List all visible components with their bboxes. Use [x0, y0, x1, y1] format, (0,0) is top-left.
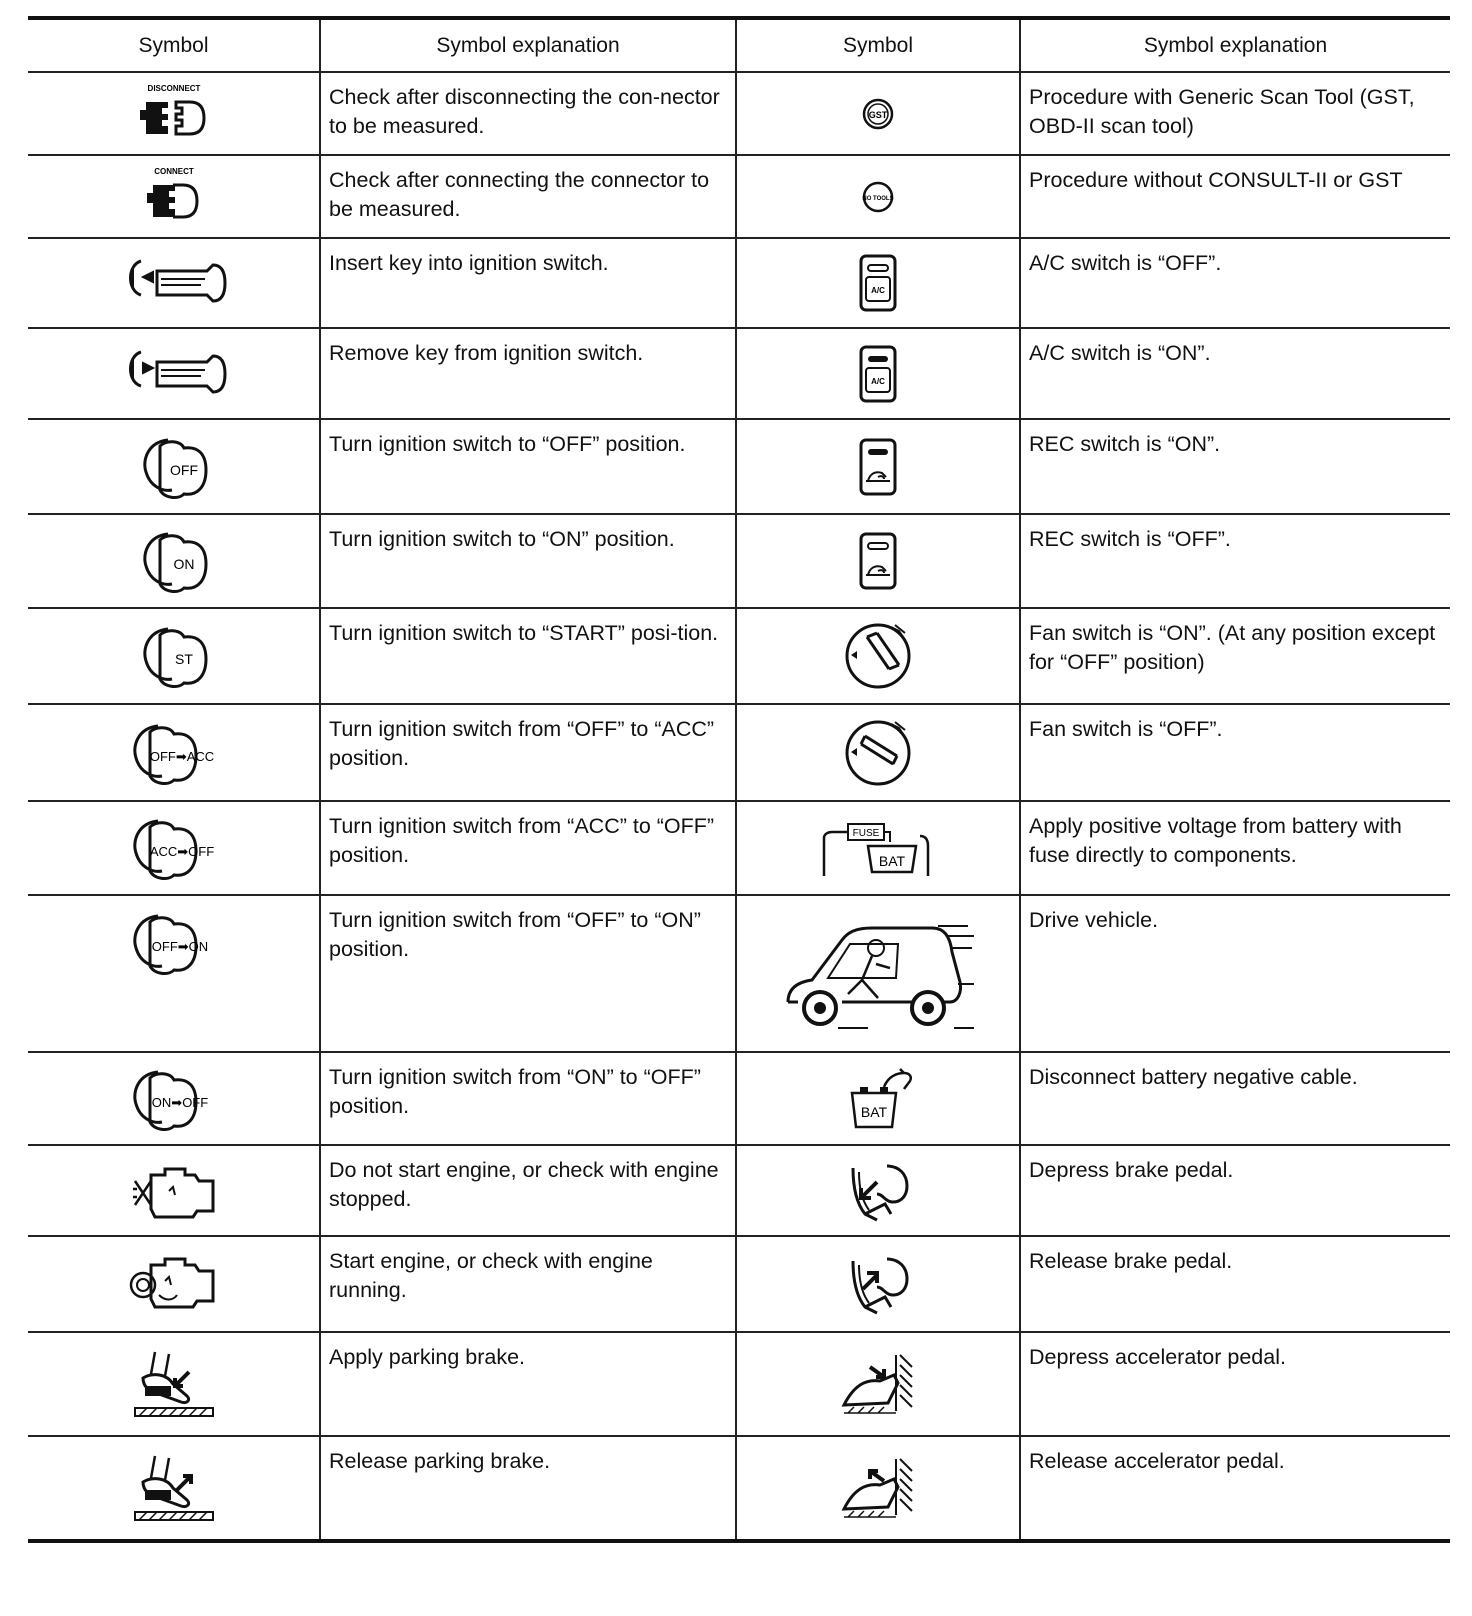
- table-row: [28, 1436, 1450, 1541]
- svg-text:A/C: A/C: [871, 376, 885, 386]
- header-symbol-left: Symbol: [28, 18, 320, 72]
- explanation-cell: Procedure with Generic Scan Tool (GST, OBD-II scan tool): [1020, 72, 1450, 155]
- explanation-cell: Do not start engine, or check with engine stopped.: [320, 1145, 736, 1236]
- symbol-cell: [28, 238, 320, 328]
- symbol-cell: [28, 419, 320, 514]
- ac-switch-off-icon: [858, 253, 898, 313]
- release-parking-brake-icon: [129, 1452, 219, 1524]
- release-brake-pedal-icon: [843, 1251, 913, 1317]
- explanation-cell: Disconnect battery negative cable.: [1020, 1052, 1450, 1145]
- svg-text:CONNECT: CONNECT: [153, 166, 194, 176]
- explanation-cell: Depress brake pedal.: [1020, 1145, 1450, 1236]
- drive-vehicle-icon: [778, 904, 978, 1044]
- svg-text:BAT: BAT: [860, 1103, 888, 1120]
- svg-text:ST: ST: [174, 651, 193, 667]
- svg-text:OFF: OFF: [169, 461, 198, 478]
- table-row: [28, 155, 1450, 238]
- svg-text:DISCONNECT: DISCONNECT: [147, 83, 200, 93]
- rec-switch-off-icon: [858, 531, 898, 591]
- explanation-cell: Depress accelerator pedal.: [1020, 1332, 1450, 1436]
- symbol-cell: [736, 1436, 1020, 1541]
- engine-stopped-icon: [129, 1161, 219, 1221]
- apply-parking-brake-icon: [129, 1348, 219, 1420]
- symbol-cell: [28, 895, 320, 1052]
- symbol-cell: [736, 895, 1020, 1052]
- explanation-cell: A/C switch is “OFF”.: [1020, 238, 1450, 328]
- explanation-cell: REC switch is “ON”.: [1020, 419, 1450, 514]
- fuse-battery-icon: [818, 816, 938, 880]
- table-row: [28, 72, 1450, 155]
- svg-text:ACC➡OFF: ACC➡OFF: [149, 844, 214, 859]
- gst-icon: [861, 97, 895, 131]
- explanation-cell: Turn ignition switch from “OFF” to “ON” position.: [320, 895, 736, 1052]
- ignition-on-to-off-icon: [124, 1066, 224, 1132]
- explanation-cell: Turn ignition switch to “OFF” position.: [320, 419, 736, 514]
- remove-key-icon: [119, 344, 229, 404]
- ignition-on-icon: [134, 528, 214, 594]
- symbol-cell: [736, 155, 1020, 238]
- table-row: [28, 238, 1450, 328]
- svg-text:FUSE: FUSE: [852, 828, 880, 839]
- svg-text:A/C: A/C: [871, 286, 885, 295]
- symbol-cell: [28, 1436, 320, 1541]
- engine-running-icon: [129, 1251, 219, 1317]
- symbol-cell: [28, 155, 320, 238]
- explanation-cell: Check after connecting the connector to be measured.: [320, 155, 736, 238]
- explanation-cell: Fan switch is “OFF”.: [1020, 704, 1450, 801]
- svg-text:BAT: BAT: [878, 853, 906, 869]
- symbol-cell: [736, 704, 1020, 801]
- ignition-off-to-on-icon: [124, 910, 224, 976]
- symbol-cell: [28, 1145, 320, 1236]
- symbol-table: [28, 16, 1450, 1543]
- ignition-start-icon: [134, 623, 214, 689]
- symbol-cell: [28, 72, 320, 155]
- symbol-cell: [736, 1332, 1020, 1436]
- table-row: [28, 328, 1450, 419]
- table-row: [28, 895, 1450, 1052]
- rec-switch-on-icon: [858, 437, 898, 497]
- symbol-cell: [28, 328, 320, 419]
- symbol-cell: [28, 1332, 320, 1436]
- ac-switch-on-icon: [858, 344, 898, 404]
- explanation-cell: Remove key from ignition switch.: [320, 328, 736, 419]
- svg-text:ON: ON: [173, 556, 194, 572]
- explanation-cell: Release brake pedal.: [1020, 1236, 1450, 1332]
- symbol-cell: [736, 1052, 1020, 1145]
- table-row: [28, 1052, 1450, 1145]
- explanation-cell: Check after disconnecting the con-nector to be measured.: [320, 72, 736, 155]
- explanation-cell: Insert key into ignition switch.: [320, 238, 736, 328]
- symbol-cell: [736, 1236, 1020, 1332]
- depress-accelerator-pedal-icon: [840, 1351, 916, 1417]
- symbol-cell: [736, 514, 1020, 608]
- header-explanation-left: Symbol explanation: [320, 18, 736, 72]
- symbol-cell: [28, 514, 320, 608]
- header-symbol-right: Symbol: [736, 18, 1020, 72]
- explanation-cell: Turn ignition switch to “ON” position.: [320, 514, 736, 608]
- ignition-off-to-acc-icon: [124, 720, 224, 786]
- table-row: [28, 1145, 1450, 1236]
- header-explanation-right: Symbol explanation: [1020, 18, 1450, 72]
- explanation-cell: Release accelerator pedal.: [1020, 1436, 1450, 1541]
- table-row: [28, 1236, 1450, 1332]
- symbol-cell: [736, 419, 1020, 514]
- svg-text:OFF➡ACC: OFF➡ACC: [149, 748, 214, 764]
- symbol-cell: [28, 1052, 320, 1145]
- symbol-cell: [28, 608, 320, 704]
- table-row: [28, 419, 1450, 514]
- explanation-cell: Procedure without CONSULT-II or GST: [1020, 155, 1450, 238]
- connect-connector-icon: [139, 165, 209, 229]
- symbol-cell: [736, 1145, 1020, 1236]
- no-tools-icon: [861, 180, 895, 214]
- svg-text:NO TOOLS: NO TOOLS: [862, 195, 894, 202]
- symbol-cell: [736, 72, 1020, 155]
- svg-text:GST: GST: [868, 109, 888, 120]
- release-accelerator-pedal-icon: [840, 1455, 916, 1521]
- fan-switch-off-icon: [843, 718, 913, 788]
- table-row: [28, 1332, 1450, 1436]
- explanation-cell: Turn ignition switch from “OFF” to “ACC” position.: [320, 704, 736, 801]
- explanation-cell: A/C switch is “ON”.: [1020, 328, 1450, 419]
- table-row: [28, 801, 1450, 895]
- table-row: [28, 704, 1450, 801]
- symbol-cell: [736, 238, 1020, 328]
- ignition-off-icon: [134, 434, 214, 500]
- explanation-cell: Apply parking brake.: [320, 1332, 736, 1436]
- explanation-cell: Fan switch is “ON”. (At any position except for “OFF” position): [1020, 608, 1450, 704]
- table-row: [28, 514, 1450, 608]
- explanation-cell: Turn ignition switch from “ON” to “OFF” position.: [320, 1052, 736, 1145]
- symbol-cell: [736, 801, 1020, 895]
- table-header-row: [28, 18, 1450, 72]
- battery-disconnect-icon: [838, 1067, 918, 1131]
- disconnect-connector-icon: [134, 82, 214, 146]
- table-row: [28, 608, 1450, 704]
- symbol-cell: [28, 801, 320, 895]
- insert-key-icon: [119, 253, 229, 313]
- explanation-cell: Release parking brake.: [320, 1436, 736, 1541]
- depress-brake-pedal-icon: [843, 1158, 913, 1224]
- explanation-cell: REC switch is “OFF”.: [1020, 514, 1450, 608]
- symbol-cell: [28, 1236, 320, 1332]
- explanation-cell: Turn ignition switch to “START” posi-tion.: [320, 608, 736, 704]
- explanation-cell: Turn ignition switch from “ACC” to “OFF” position.: [320, 801, 736, 895]
- explanation-cell: Start engine, or check with engine running.: [320, 1236, 736, 1332]
- ignition-acc-to-off-icon: [124, 815, 224, 881]
- svg-text:OFF➡ON: OFF➡ON: [151, 939, 208, 954]
- symbol-cell: [28, 704, 320, 801]
- explanation-cell: Drive vehicle.: [1020, 895, 1450, 1052]
- symbol-cell: [736, 328, 1020, 419]
- fan-switch-on-icon: [843, 621, 913, 691]
- svg-text:ON➡OFF: ON➡OFF: [151, 1094, 208, 1110]
- symbol-cell: [736, 608, 1020, 704]
- explanation-cell: Apply positive voltage from battery with fuse directly to components.: [1020, 801, 1450, 895]
